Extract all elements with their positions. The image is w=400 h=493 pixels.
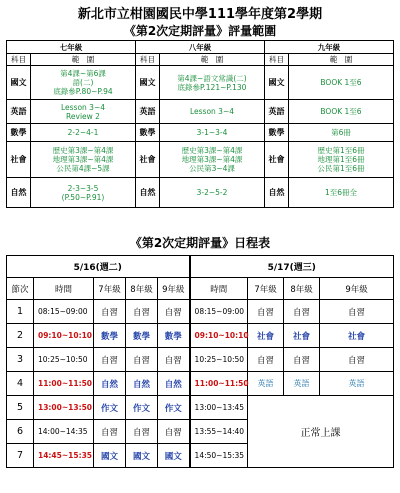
time-cell: 14:00~14:35 [34, 420, 94, 444]
time-cell: 10:25~10:50 [190, 348, 248, 372]
range-cell-g8: 3-1~3-4 [160, 124, 265, 142]
range-cell-g8: 歷史第3課~第4課 地理第3課~第4課 公民第3~4課 [160, 142, 265, 178]
time-cell: 14:50~15:35 [190, 444, 248, 468]
schedule-row [7, 372, 394, 396]
day1-grade8-cell: 國文 [126, 444, 158, 468]
period-cell: 5 [7, 396, 34, 420]
subject-cell: 自然 [265, 178, 289, 208]
subject-cell: 社會 [136, 142, 160, 178]
day1-grade7-cell: 數學 [94, 324, 126, 348]
day2-grade7-cell: 自習 [248, 348, 284, 372]
schedule-row [7, 348, 394, 372]
range-cell-g7: 2-3~3-5 (P.50~P.91) [31, 178, 136, 208]
grade9-header: 九年級 [265, 41, 394, 54]
day2-grade9-cell: 自習 [320, 348, 394, 372]
day2-grade8-cell: 社會 [284, 324, 320, 348]
day1-grade7-cell: 自然 [94, 372, 126, 396]
day1-header: 5/16(週二) [7, 256, 190, 278]
range-cell-g9: 1至6冊全 [289, 178, 394, 208]
range-cell-g8: 3-2~5-2 [160, 178, 265, 208]
range-cell-g7: 第4課~第6課 語(二) 底錄參P.80~P.94 [31, 66, 136, 100]
subject-cell: 自然 [136, 178, 160, 208]
time-cell: 09:10~10:10 [190, 324, 248, 348]
time-cell: 14:45~15:35 [34, 444, 94, 468]
period-cell: 3 [7, 348, 34, 372]
range-col: 範 圍 [31, 54, 136, 66]
day1-grade7-cell: 自習 [94, 420, 126, 444]
range-cell-g8: Lesson 3~4 [160, 100, 265, 124]
period-cell: 1 [7, 300, 34, 324]
period-cell: 4 [7, 372, 34, 396]
subject-col: 科目 [265, 54, 289, 66]
day1-grade7-cell: 國文 [94, 444, 126, 468]
subject-cell: 社會 [7, 142, 31, 178]
subject-cell: 數學 [7, 124, 31, 142]
day1-grade8-cell: 作文 [126, 396, 158, 420]
school-title: 新北市立柑園國民中學111學年度第2學期 [77, 7, 323, 22]
day2-grade9-cell: 自習 [320, 300, 394, 324]
schedule-title: 《第2次定期評量》日程表 [129, 236, 271, 250]
scope-row [7, 66, 394, 100]
range-col: 範 圍 [160, 54, 265, 66]
exam-schedule-table [6, 255, 394, 468]
range-cell-g7: 歷史第3課~第4課 地理第3課~第4課 公民第4課~5課 [31, 142, 136, 178]
day1-grade8-cell: 數學 [126, 324, 158, 348]
day2-grade9-cell: 英語 [320, 372, 394, 396]
scope-row [7, 124, 394, 142]
time-cell: 13:55~14:40 [190, 420, 248, 444]
day2-grade7-cell: 社會 [248, 324, 284, 348]
day2-grade7-cell: 自習 [248, 300, 284, 324]
day1-grade7-cell: 自習 [94, 348, 126, 372]
day1-grade8-cell: 自習 [126, 420, 158, 444]
scope-row [7, 100, 394, 124]
scope-row [7, 142, 394, 178]
period-cell: 2 [7, 324, 34, 348]
g7-header: 7年級 [248, 278, 284, 300]
subject-cell: 國文 [7, 66, 31, 100]
day1-grade9-cell: 自習 [158, 420, 190, 444]
day2-grade8-cell: 自習 [284, 300, 320, 324]
range-cell-g9: BOOK 1至6 [289, 100, 394, 124]
range-cell-g8: 第4課~語文常識(二) 底錄參P.121~P.130 [160, 66, 265, 100]
range-cell-g9: 第6冊 [289, 124, 394, 142]
subject-cell: 國文 [136, 66, 160, 100]
day1-grade7-cell: 作文 [94, 396, 126, 420]
day1-grade7-cell: 自習 [94, 300, 126, 324]
scope-row [7, 178, 394, 208]
grade8-header: 八年級 [136, 41, 265, 54]
range-cell-g9: BOOK 1至6 [289, 66, 394, 100]
range-cell-g9: 歷史第1至6冊 地理第1至6冊 公民第1至6冊 [289, 142, 394, 178]
subject-cell: 英語 [136, 100, 160, 124]
time-cell: 13:00~13:50 [34, 396, 94, 420]
subject-cell: 社會 [265, 142, 289, 178]
scope-title: 《第2次定期評量》評量範圍 [123, 24, 277, 38]
subject-col: 科目 [7, 54, 31, 66]
day2-grade8-cell: 英語 [284, 372, 320, 396]
normal-class-cell: 正常上課 [248, 396, 394, 468]
subject-cell: 國文 [265, 66, 289, 100]
time-header: 時間 [190, 278, 248, 300]
time-cell: 08:15~09:00 [34, 300, 94, 324]
day1-grade9-cell: 自習 [158, 348, 190, 372]
period-cell: 6 [7, 420, 34, 444]
period-header: 節次 [7, 278, 34, 300]
g9-header: 9年級 [158, 278, 190, 300]
day1-grade8-cell: 自習 [126, 348, 158, 372]
time-cell: 11:00~11:50 [190, 372, 248, 396]
time-cell: 11:00~11:50 [34, 372, 94, 396]
day1-grade9-cell: 自然 [158, 372, 190, 396]
period-cell: 7 [7, 444, 34, 468]
range-col: 範 圍 [289, 54, 394, 66]
time-cell: 09:10~10:10 [34, 324, 94, 348]
time-cell: 10:25~10:50 [34, 348, 94, 372]
day2-grade9-cell: 社會 [320, 324, 394, 348]
day1-grade9-cell: 國文 [158, 444, 190, 468]
schedule-row [7, 396, 394, 420]
day1-grade8-cell: 自然 [126, 372, 158, 396]
time-cell: 08:15~09:00 [190, 300, 248, 324]
day2-grade7-cell: 英語 [248, 372, 284, 396]
g7-header: 7年級 [94, 278, 126, 300]
time-cell: 13:00~13:45 [190, 396, 248, 420]
time-header: 時間 [34, 278, 94, 300]
subject-cell: 英語 [265, 100, 289, 124]
schedule-row [7, 300, 394, 324]
day1-grade9-cell: 數學 [158, 324, 190, 348]
subject-cell: 英語 [7, 100, 31, 124]
g8-header: 8年級 [126, 278, 158, 300]
exam-scope-table [6, 40, 394, 208]
range-cell-g7: 2-2~4-1 [31, 124, 136, 142]
subject-cell: 自然 [7, 178, 31, 208]
day1-grade8-cell: 自習 [126, 300, 158, 324]
schedule-row [7, 324, 394, 348]
subject-col: 科目 [136, 54, 160, 66]
day1-grade9-cell: 自習 [158, 300, 190, 324]
grade7-header: 七年級 [7, 41, 136, 54]
subject-cell: 數學 [265, 124, 289, 142]
day2-grade8-cell: 自習 [284, 348, 320, 372]
subject-cell: 數學 [136, 124, 160, 142]
day1-grade9-cell: 作文 [158, 396, 190, 420]
range-cell-g7: Lesson 3~4 Review 2 [31, 100, 136, 124]
g8-header: 8年級 [284, 278, 320, 300]
g9-header: 9年級 [320, 278, 394, 300]
day2-header: 5/17(週三) [190, 256, 394, 278]
